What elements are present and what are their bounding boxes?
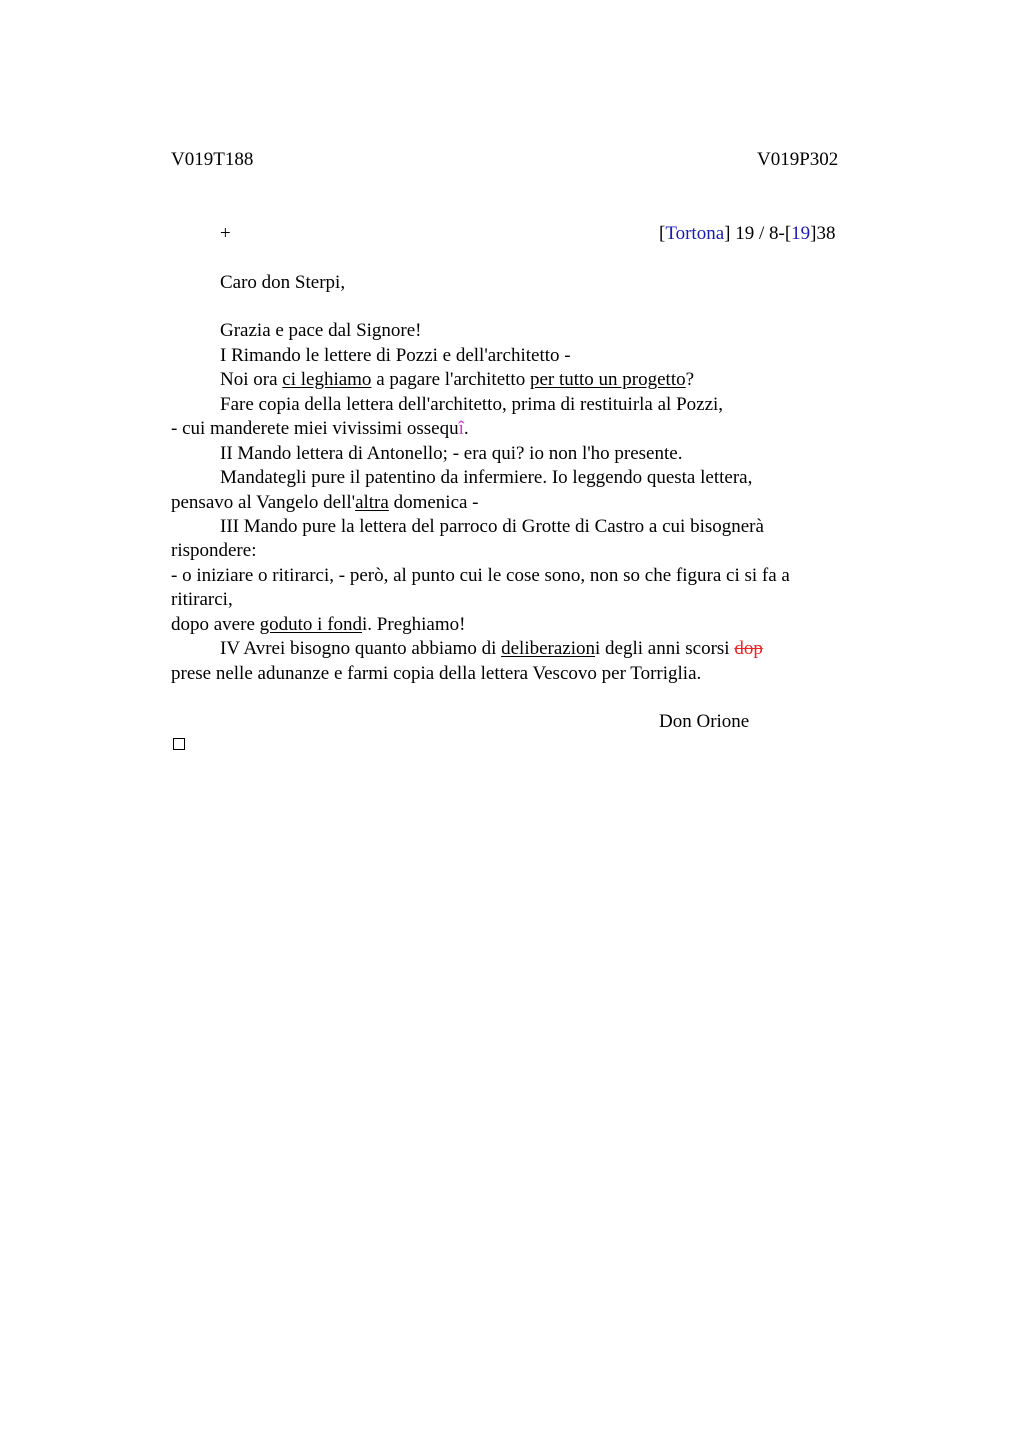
- body-line-13: ritirarci,: [171, 589, 233, 610]
- checkbox-square[interactable]: [173, 738, 185, 750]
- line-9-underline: altra: [355, 492, 389, 513]
- greeting: Grazia e pace dal Signore!: [220, 320, 422, 341]
- line-9-a: pensavo al Vangelo dell': [171, 492, 356, 513]
- salutation: Caro don Sterpi,: [220, 272, 346, 293]
- line-4-b: a pagare l'architetto: [371, 369, 530, 390]
- date-line: [659, 224, 836, 243]
- header-right-code: V019P302: [757, 149, 839, 170]
- line-4-underline-1: ci leghiamo: [282, 369, 372, 390]
- body-line-3: I Rimando le lettere di Pozzi e dell'architetto -: [220, 345, 571, 366]
- body-line-15: [220, 639, 763, 658]
- line-14-underline: goduto i fond: [259, 614, 363, 635]
- body-line-11: rispondere:: [171, 540, 257, 561]
- body-line-9: [171, 493, 479, 512]
- body-line-16: prese nelle adunanze e farmi copia della lettera Vescovo per Torriglia.: [171, 663, 702, 684]
- body-line-14: [171, 615, 465, 634]
- body-line-5: Fare copia della lettera dell'architetto, prima di restituirla al Pozzi,: [220, 394, 724, 415]
- line-4-underline-2: per tutto un progetto: [529, 369, 686, 390]
- line-4-c: ?: [685, 369, 695, 390]
- signature: Don Orione: [659, 711, 750, 732]
- line-14-c: i. Preghiamo!: [362, 614, 466, 635]
- body-line-8: Mandategli pure il patentino da infermiere. Io leggendo questa lettera,: [220, 467, 753, 488]
- body-line-10: III Mando pure la lettera del parroco di Grotte di Castro a cui bisognerà: [220, 516, 764, 537]
- line-6-mark: î: [458, 418, 464, 439]
- body-line-4: [220, 370, 694, 389]
- line-15-a: IV Avrei bisogno quanto abbiamo di: [220, 638, 502, 659]
- line-9-c: domenica -: [388, 492, 479, 513]
- date-year-prefix: 19: [791, 223, 811, 244]
- line-15-underline: deliberazion: [501, 638, 596, 659]
- line-15-strikethrough: dop: [734, 638, 763, 659]
- body-line-7: II Mando lettera di Antonello; - era qui? io non l'ho presente.: [220, 443, 683, 464]
- line-14-a: dopo avere: [171, 614, 260, 635]
- date-place: Tortona: [665, 223, 725, 244]
- body-line-6: [171, 419, 469, 438]
- date-open-bracket: [: [659, 223, 666, 244]
- date-tail: ]38: [810, 223, 836, 244]
- cross-symbol: +: [220, 223, 231, 244]
- line-6-c: .: [463, 418, 469, 439]
- body-line-12: - o iniziare o ritirarci, - però, al punto cui le cose sono, non so che figura ci si fa a: [171, 565, 790, 586]
- line-15-b: i degli anni scorsi: [595, 638, 735, 659]
- date-mid: ] 19 / 8-[: [724, 223, 792, 244]
- line-4-a: Noi ora: [220, 369, 283, 390]
- line-6-a: - cui manderete miei vivissimi ossequ: [171, 418, 459, 439]
- header-left-code: V019T188: [171, 149, 254, 170]
